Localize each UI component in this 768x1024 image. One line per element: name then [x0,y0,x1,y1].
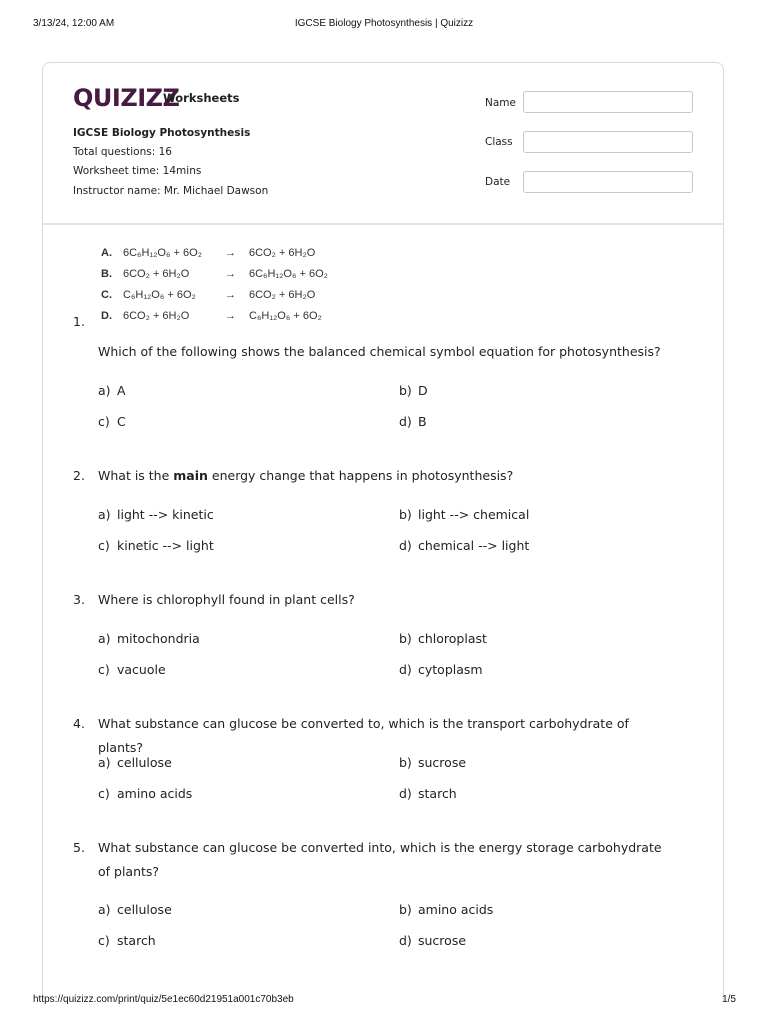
equation-row [101,268,328,280]
answer-option: b) chloroplast [399,631,487,646]
equation-label: B. [101,268,112,280]
equation-lhs: C₆H₁₂O₆ + 6O₂ [123,289,196,301]
equation-row [101,289,316,301]
class-field[interactable] [523,131,693,153]
answer-option: c) C [98,414,126,429]
class-label: Class [485,136,513,148]
arrow-icon: → [225,247,236,259]
equation-lhs: 6CO₂ + 6H₂O [123,310,190,322]
answer-option: d) sucrose [399,933,467,948]
equation-row [101,310,322,322]
date-label: Date [485,176,511,188]
question-number: 4. [73,716,85,731]
name-label: Name [485,97,516,109]
answer-option: b) D [399,383,428,398]
question-number: 1. [73,314,85,329]
page-number: 1/5 [722,994,736,1005]
question-text: Where is chlorophyll found in plant cells? [98,592,355,607]
worksheet-time: Worksheet time: 14mins [73,165,202,177]
answer-option: c) vacuole [98,662,166,677]
answer-option: d) B [399,414,427,429]
equation-rhs: C₆H₁₂O₆ + 6O₂ [249,310,322,322]
total-questions: Total questions: 16 [73,146,172,158]
print-url[interactable]: https://quizizz.com/print/quiz/5e1ec60d21951a001c70b3eb [33,994,294,1005]
equation-label: A. [101,247,112,259]
answer-option: a) mitochondria [98,631,200,646]
question-text: What is the main energy change that happens in photosynthesis? [98,468,514,483]
answer-option: a) cellulose [98,902,172,917]
answer-option: b) light --> chemical [399,507,530,522]
quizizz-logo: QUIZIZZ [73,84,180,112]
worksheet-card [42,62,724,1002]
answer-option: d) chemical --> light [399,538,530,553]
answer-option: b) sucrose [399,755,467,770]
date-field[interactable] [523,171,693,193]
question-text: What substance can glucose be converted to, which is the transport carbohydrate of plants? [98,716,629,755]
equation-lhs: 6CO₂ + 6H₂O [123,268,190,280]
answer-option: a) light --> kinetic [98,507,214,522]
equation-row [101,247,316,259]
worksheet-header [43,63,723,225]
question-text: Which of the following shows the balanced chemical symbol equation for photosynthesis? [98,344,661,359]
worksheet-title: IGCSE Biology Photosynthesis [73,127,251,139]
equation-lhs: 6C₆H₁₂O₆ + 6O₂ [123,247,202,259]
answer-option: d) starch [399,786,457,801]
equation-rhs: 6C₆H₁₂O₆ + 6O₂ [249,268,328,280]
instructor-name: Instructor name: Mr. Michael Dawson [73,185,269,197]
name-field[interactable] [523,91,693,113]
question-text: What substance can glucose be converted into, which is the energy storage carbohydrate of plants? [98,840,662,879]
question-number: 2. [73,468,85,483]
equation-label: D. [101,310,112,322]
arrow-icon: → [225,289,236,301]
equation-label: C. [101,289,112,301]
answer-option: a) A [98,383,126,398]
answer-option: d) cytoplasm [399,662,483,677]
question-number: 3. [73,592,85,607]
answer-option: c) starch [98,933,156,948]
equation-rhs: 6CO₂ + 6H₂O [249,247,316,259]
answer-option: c) amino acids [98,786,193,801]
question-number: 5. [73,840,85,855]
arrow-icon: → [225,268,236,280]
equation-rhs: 6CO₂ + 6H₂O [249,289,316,301]
answer-option: b) amino acids [399,902,494,917]
print-page-title: IGCSE Biology Photosynthesis | Quizizz [294,18,474,29]
logo-subtitle: Worksheets [163,91,240,105]
arrow-icon: → [225,310,236,322]
answer-option: a) cellulose [98,755,172,770]
answer-option: c) kinetic --> light [98,538,214,553]
print-date: 3/13/24, 12:00 AM [33,18,115,29]
